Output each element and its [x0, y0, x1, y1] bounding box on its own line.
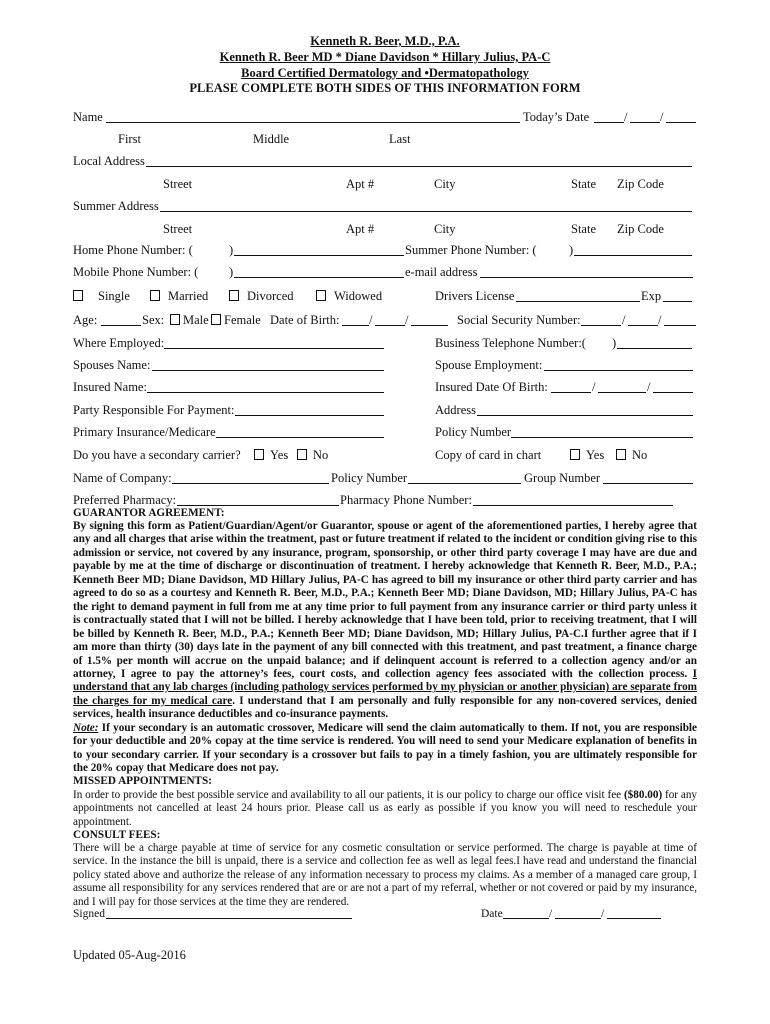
policy-number2-label: Policy Number	[331, 471, 408, 485]
preferred-pharmacy-field[interactable]	[177, 505, 339, 506]
street-label: Street	[163, 222, 193, 236]
marital-widowed[interactable]: Widowed	[316, 289, 382, 304]
marital-married[interactable]: Married	[150, 289, 208, 304]
business-phone-field[interactable]	[617, 348, 692, 349]
checkbox-icon[interactable]	[73, 290, 83, 301]
apt-label: Apt #	[346, 177, 375, 191]
dob-day-field[interactable]	[375, 325, 405, 326]
state-label: State	[571, 177, 596, 191]
drivers-license-label: Drivers License	[435, 289, 515, 303]
company-name-label: Name of Company:	[73, 471, 172, 485]
secondary-yes[interactable]: Yes	[254, 448, 288, 463]
date-slash: /	[647, 380, 651, 394]
policy-number-label: Policy Number	[435, 425, 512, 439]
signed-label: Signed	[73, 908, 105, 920]
spouse-employment-field[interactable]	[544, 370, 693, 371]
checkbox-icon[interactable]	[150, 290, 160, 301]
note-label: Note:	[73, 721, 99, 734]
exp-field[interactable]	[663, 301, 692, 302]
date-slash: /	[601, 908, 605, 920]
marital-single[interactable]: Single	[73, 289, 130, 304]
party-responsible-label: Party Responsible For Payment:	[73, 403, 235, 417]
guarantor-heading: GUARANTOR AGREEMENT:	[73, 507, 225, 519]
checkbox-icon[interactable]	[570, 449, 580, 460]
name-label: Name	[73, 110, 103, 124]
age-label: Age:	[73, 313, 98, 327]
home-phone-label: Home Phone Number: (	[73, 243, 193, 257]
secondary-no[interactable]: No	[297, 448, 328, 463]
insured-dob-label: Insured Date Of Birth:	[435, 380, 548, 394]
ssn-part3-field[interactable]	[664, 325, 696, 326]
paren-close: )	[229, 243, 234, 257]
checkbox-icon[interactable]	[211, 314, 221, 325]
business-phone-label: Business Telephone Number:(	[435, 336, 586, 350]
ssn-part1-field[interactable]	[581, 325, 621, 326]
zip-label: Zip Code	[617, 222, 664, 236]
ssn-part2-field[interactable]	[628, 325, 658, 326]
preferred-pharmacy-label: Preferred Pharmacy:	[73, 493, 177, 507]
home-phone-field[interactable]	[234, 255, 404, 256]
insured-name-label: Insured Name:	[73, 380, 147, 394]
provider-list: Kenneth R. Beer MD * Diane Davidson * Hillary Julius, PA-C	[219, 50, 551, 64]
date-slash: /	[592, 380, 596, 394]
email-label: e-mail address	[405, 265, 478, 279]
insured-dob-year-field[interactable]	[653, 392, 693, 393]
checkbox-icon[interactable]	[316, 290, 326, 301]
signature-date-year-field[interactable]	[607, 918, 661, 919]
practice-name: Kenneth R. Beer, M.D., P.A.	[310, 34, 460, 48]
group-number-label: Group Number	[524, 471, 601, 485]
sex-female[interactable]: Female	[211, 313, 261, 328]
marital-divorced[interactable]: Divorced	[229, 289, 294, 304]
summer-phone-label: Summer Phone Number: (	[405, 243, 537, 257]
signature-field[interactable]	[106, 918, 352, 919]
company-name-field[interactable]	[172, 483, 329, 484]
paren-close: )	[569, 243, 574, 257]
copy-of-card-label: Copy of card in chart	[435, 448, 542, 462]
todays-date-year-field[interactable]	[666, 122, 696, 123]
todays-date-label: Today’s Date	[523, 110, 590, 124]
exp-label: Exp	[641, 289, 662, 303]
party-responsible-field[interactable]	[235, 415, 384, 416]
city-label: City	[434, 177, 456, 191]
email-field[interactable]	[480, 277, 693, 278]
insured-dob-month-field[interactable]	[551, 392, 591, 393]
todays-date-day-field[interactable]	[630, 122, 660, 123]
spouse-employment-label: Spouse Employment:	[435, 358, 543, 372]
consult-fees-text: There will be a charge payable at time of service for any cosmetic consultation or service performed. The charge is payable at time of service. In the instance the bill is unpaid, there is a service and collection fee as well as legal fees.I have read and understand the financial policy stated above and authorize the release of any information necessary to process my claims. As a member of a managed care group, I assume all responsibility for any services rendered that are or are not a part of my referral, whether or not covered or paid by my insurance, and I will pay for those services at the time they are rendered.	[73, 842, 697, 908]
date-slash: /	[369, 313, 373, 327]
checkbox-icon[interactable]	[229, 290, 239, 301]
sex-male[interactable]: Male	[170, 313, 209, 328]
signature-date-month-field[interactable]	[503, 918, 549, 919]
specialty-line: Board Certified Dermatology and •Dermatopathology	[241, 66, 529, 80]
signature-date-day-field[interactable]	[555, 918, 601, 919]
state-label: State	[571, 222, 596, 236]
dob-label: Date of Birth:	[270, 313, 340, 327]
street-label: Street	[163, 177, 193, 191]
middle-label: Middle	[253, 132, 290, 146]
summer-phone-field[interactable]	[574, 255, 692, 256]
pharmacy-phone-field[interactable]	[473, 505, 673, 506]
secondary-carrier-label: Do you have a secondary carrier?	[73, 448, 241, 462]
where-employed-field[interactable]	[164, 348, 384, 349]
date-slash: /	[624, 110, 628, 124]
policy-number-field[interactable]	[511, 437, 693, 438]
group-number-field[interactable]	[603, 483, 693, 484]
where-employed-label: Where Employed:	[73, 336, 165, 350]
last-label: Last	[389, 132, 411, 146]
checkbox-icon[interactable]	[254, 449, 264, 460]
insured-name-field[interactable]	[147, 392, 384, 393]
checkbox-icon[interactable]	[616, 449, 626, 460]
spouses-name-field[interactable]	[152, 370, 384, 371]
ssn-slash: /	[622, 313, 626, 327]
date-label: Date	[481, 908, 503, 920]
ssn-label: Social Security Number:	[457, 313, 581, 327]
primary-insurance-field[interactable]	[216, 437, 384, 438]
spouses-name-label: Spouses Name:	[73, 358, 151, 372]
name-field[interactable]	[106, 122, 520, 123]
missed-appointments-text: In order to provide the best possible service and availability to all our patients, it is our policy to charge our office visit fee ($80.00) for any appointments not cancelled at least 24 hours prior. Please call us as early as possible if you know you will need to reschedule your appointment.	[73, 789, 698, 828]
policy-number2-field[interactable]	[408, 483, 521, 484]
updated-date: Updated 05-Aug-2016	[73, 948, 186, 962]
drivers-license-field[interactable]	[516, 301, 640, 302]
date-slash: /	[549, 908, 553, 920]
card-yes[interactable]: Yes	[570, 448, 604, 463]
sex-label: Sex:	[142, 313, 165, 327]
summer-address-field[interactable]	[160, 211, 692, 212]
local-address-label: Local Address	[73, 154, 145, 168]
summer-address-label: Summer Address	[73, 199, 159, 213]
checkbox-icon[interactable]	[297, 449, 307, 460]
missed-appointments-heading: MISSED APPOINTMENTS:	[73, 775, 212, 787]
mobile-phone-field[interactable]	[234, 277, 404, 278]
primary-insurance-label: Primary Insurance/Medicare	[73, 425, 216, 439]
pharmacy-phone-label: Pharmacy Phone Number:	[340, 493, 472, 507]
date-slash: /	[660, 110, 664, 124]
dob-year-field[interactable]	[411, 325, 448, 326]
paren-close: )	[229, 265, 234, 279]
address-label: Address	[435, 403, 476, 417]
zip-label: Zip Code	[617, 177, 664, 191]
age-field[interactable]	[101, 325, 141, 326]
todays-date-month-field[interactable]	[594, 122, 624, 123]
first-label: First	[118, 132, 141, 146]
date-slash: /	[405, 313, 409, 327]
city-label: City	[434, 222, 456, 236]
checkbox-icon[interactable]	[170, 314, 180, 325]
local-address-field[interactable]	[146, 166, 692, 167]
apt-label: Apt #	[346, 222, 375, 236]
guarantor-text: By signing this form as Patient/Guardian/Agent/or Guarantor, spouse or agent of the aforementioned parties, I hereby agree that any and all charges that arise within the treatment, past or future treatment if related to the incident or condition giving rise to this admission or service, not covered by any insurance, program, sponsorship, or other third party coverage I may have are due and payable by me at the time of discharge or discontinuation of treatment. I hereby acknowledge that Kenneth R. Beer, M.D., P.A.; Kenneth Beer MD; Diane Davidson, MD Hillary Julius, PA-C has agreed to bill my insurance or other third party carrier and has agreed to do so as a courtesy and Kenneth R. Beer, M.D., P.A.; Kenneth Beer MD; Diane Davidson, MD; Hillary Julius, PA-C has the right to demand payment in full from me at any time prior to full payment from any insurance carrier or third party unless it is contractually stated that I will not be billed. I hereby acknowledge that I have been told, prior to receiving treatment, that I will be billed by Kenneth R. Beer, M.D., P.A.; Kenneth Beer MD; Diane Davidson, MD; Hillary Julius, PA-C.I further agree that if I am more than thirty (30) days late in the payment of any bill connected with this treatment, and past treatment, a finance charge of 1.5% per month will accrue on the unpaid balance; and if delinquent account is referred to a collection agency and/or an attorney, I agree to pay the attorney’s fees, court costs, and collection agency fees associated with the collection process. I understand that any lab charges (including pathology services performed by my physician or another physician) are separate from the charges for my medical care. I understand that I am personally and fully responsible for any non-covered services, denied services, health insurance deductibles and co-insurance payments. Note: If your secondary is an automatic crossover, Medicare will send the claim automatically to them. If not, you are responsible for your deductible and 20% copay at the time service is rendered. You will need to send your Medicare explanation of benefits in to your secondary carrier. If your secondary is a crossover but fails to pay in a timely fashion, you are ultimately responsible for the 20% copay that Medicare does not pay.	[73, 520, 697, 775]
card-no[interactable]: No	[616, 448, 647, 463]
dob-month-field[interactable]	[342, 325, 369, 326]
paren-close: )	[612, 336, 617, 350]
mobile-phone-label: Mobile Phone Number: (	[73, 265, 199, 279]
consult-fees-heading: CONSULT FEES:	[73, 829, 161, 841]
ssn-slash: /	[658, 313, 662, 327]
insured-dob-day-field[interactable]	[598, 392, 646, 393]
party-address-field[interactable]	[477, 415, 693, 416]
form-instruction: PLEASE COMPLETE BOTH SIDES OF THIS INFORMATION FORM	[189, 81, 581, 95]
